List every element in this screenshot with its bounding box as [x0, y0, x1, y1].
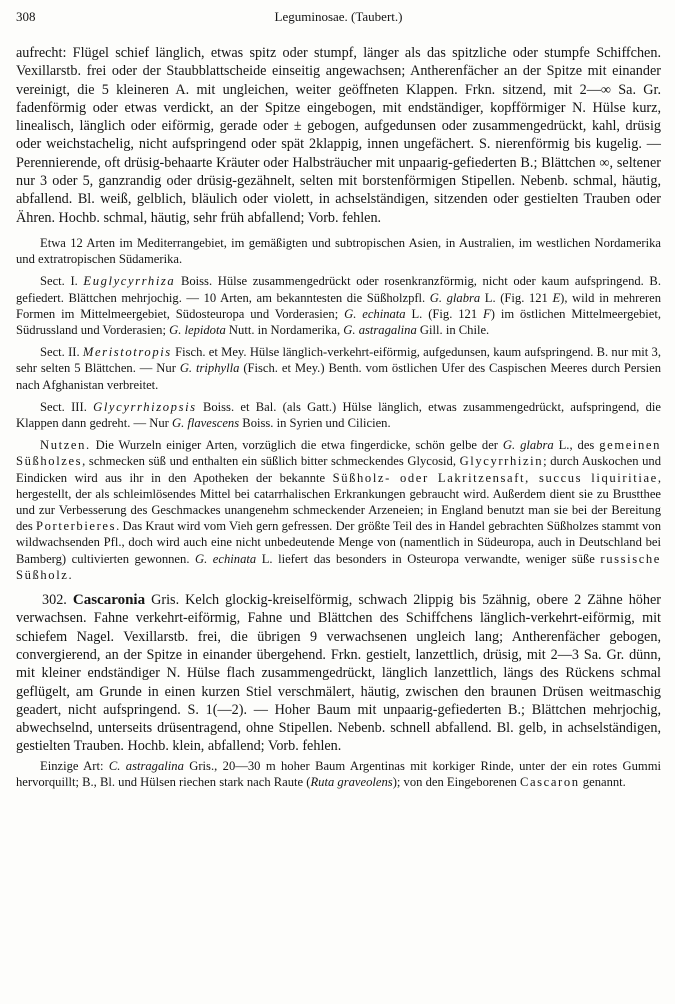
- species-name: G. astragalina: [343, 322, 417, 337]
- sole-species-paragraph: Einzige Art: C. astragalina Gris., 20—30 m hoher Baum Argentinas mit korkiger Rinde, unter der ein rotes Gummi hervorquillt; B., Bl. und Hülsen riechen stark nach Raute (Ruta graveolens); von den Eingeborenen Cascaron genannt.: [16, 758, 661, 789]
- spaced-term: gemeinen Süßholzes: [16, 438, 661, 469]
- section-euglycyrrhiza: Sect. I. Euglycyrrhiza Boiss. Hülse zusammengedrückt oder rosenkranzförmig, nicht oder kaum aufspringend. B. gefiedert. Blättchen mehrjochig. — 10 Arten, am bekanntesten die Süßholzpfl. G. glabra L. (Fig. 121 E), wild in mehreren Formen im Mittelmeergebiet, Südosteuropa und Vorderasien; G. echinata L. (Fig. 121 F) im östlichen Mittelmeergebiet, Südrussland und Vorderasien; G. lepidota Nutt. in Nordamerika, G. astragalina Gill. in Chile.: [16, 274, 662, 337]
- species-name: G. echinata: [344, 306, 406, 321]
- figure-ref: E: [552, 290, 561, 305]
- genus-description-continued: aufrecht: Flügel schief länglich, etwas spitz oder stumpf, länger als das spitzliche oder stumpfe Schiffchen. Vexillarstb. frei oder der Staubblattscheide einseitig angewachsen; Antherenfächer an der Spitze mit einander vereinigt, die 5 kleineren A. mit ungleichen, weiter geöffneten Klappen. Frkn. sitzend, mit 2—∞ Sa. Gr. fadenförmig oder etwas verdickt, an der Spitze eingebogen, mit endständiger, kopfförmiger N. Hülse kurz, linealisch, länglich oder eiförmig, gerade oder ± gebogen, aufgedunsen oder zusammengedrückt, kahl, drüsig oder weichstachelig, nicht aufspringend oder spät 2klappig, innen ungefächert. S. nierenförmig bis kugelig. — Perennierende, oft drüsig-behaarte Kräuter oder Halbsträucher mit unpaarig-gefiederten B.; Blättchen ∞, seltener nur 3 oder 5, ganzrandig oder drüsig-gezähnelt, selten mit borstenförmigen Stipellen. Nebenb. schmal, häutig, abfallend. Bl. weiß, gelblich, bläulich oder violett, in achselständigen, sitzenden oder gestielten Trauben oder Ähren. Hochb. schmal, häutig, sehr früh abfallend; Vorb. fehlen.: [16, 45, 661, 226]
- spaced-term: Glycyrrhizin: [459, 454, 544, 469]
- section-label: Sect. II.: [40, 345, 83, 360]
- section-glycyrrhizopsis: Sect. III. Glycyrrhizopsis Boiss. et Bal. (als Gatt.) Hülse länglich, etwas zusammengedrückt, aufspringend, die Klappen dann gedreht. — Nur G. flavescens Boiss. in Syrien und Cilicien.: [16, 399, 661, 430]
- uses-paragraph: Nutzen. Die Wurzeln einiger Arten, vorzüglich die etwa fingerdicke, schön gelbe der G. glabra L., des gemeinen Süßholzes, schmecken süß und enthalten ein süßlich bitter schmeckendes Glycosid, Glycyrrhizin; durch Auskochen und Eindicken wird aus ihr in den Apotheken der bekannte Süßholz- oder Lakritzensaft, succus liquiritiae, hergestellt, der als schleimlösendes Mittel bei catarrhalischen Erkrankungen gebraucht wird. Außerdem dient sie zu Brustthee und zur Verbesserung des Geschmackes unangenehm schmeckender Arzeneien; in England benutzt man sie bei der Bereitung des Porterbieres. Das Kraut wird vom Vieh gern gefressen. Der größte Teil des in Handel gebrachten Süßholzes stammt von wildwachsenden Pfl., doch wird auch eine nicht unbedeutende Menge von (namentlich in Südeuropa, auch in Deutschland bei Bamberg) cultivierten gewonnen. G. echinata L. liefert das besonders in Osteuropa verwandte, weniger süße russische Süßholz.: [16, 438, 662, 582]
- spaced-term: Cascaron: [519, 774, 580, 789]
- species-name: C. astragalina: [108, 758, 184, 773]
- section-name: Euglycyrrhiza: [83, 274, 176, 289]
- species-name: G. lepidota: [169, 322, 226, 337]
- uses-label: Nutzen.: [40, 438, 91, 453]
- spaced-term: Süßholz- oder Lakritzensaft, succus liquiritiae: [332, 470, 658, 485]
- genus-name: Cascaronia: [72, 592, 146, 609]
- species-name: G. echinata: [195, 551, 257, 566]
- spaced-term: Porterbieres: [36, 519, 117, 534]
- running-title: Leguminosae. (Taubert.): [274, 9, 403, 24]
- genus-number: 302.: [42, 592, 73, 609]
- figure-ref: F: [483, 306, 491, 321]
- genus-cascaronia: 302. Cascaronia Gris. Kelch glockig-kreiselförmig, schwach 2lippig bis 5zähnig, obere 2 Zähne höher verwachsen. Fahne verkehrt-eiförmig, Fahne und Blättchen des Schiffchens länglich-verkehrt-eiförmig, mit schiefem Nagel. Vexillarstb. frei, die übrigen 9 verwachsenen ungleich lang; Antherenfächer gebogen, convergierend, an der Spitze in einander übergehend. Frkn. gestielt, lanzettlich, drüsig, mit 2—3 Sa. Gr. dünn, mit kleiner endständiger N. Hülse flach zusammengedrückt, länglich lanzettlich, längs des Rückens schmal geflügelt, am Grunde in einen kurzen Stiel verschmälert, häutig, zwischen den braunen Drüsen weitmaschig geadert, nicht aufspringend. S. 1(—2). — Hoher Baum mit unpaarig-gefiederten B.; Blättchen mehrjochig, abwechselnd, unterseits drüsentragend, ohne Stipellen. Nebenb. schnell abfallend. Bl. gelb, in achselständigen, gestielten Trauben. Hochb. klein, abfallend; Vorb. fehlen.: [16, 592, 662, 755]
- section-label: Sect. III.: [40, 399, 94, 414]
- species-name: Ruta graveolens: [310, 774, 393, 789]
- page-header: [16, 9, 661, 27]
- distribution-paragraph: Etwa 12 Arten im Mediterrangebiet, im gemäßigten und subtropischen Asien, in Australien, im westlichen Nordamerika und extratropischen Südamerika.: [16, 235, 661, 267]
- species-name: G. glabra: [429, 290, 481, 305]
- page-content: [16, 44, 661, 790]
- species-name: G. triphylla: [179, 361, 240, 376]
- section-meristotropis: Sect. II. Meristotropis Fisch. et Mey. Hülse länglich-verkehrt-eiförmig, aufgedunsen, kaum aufspringend. B. nur mit 3, sehr selten 5 Blättchen. — Nur G. triphylla (Fisch. et Mey.) Benth. vom östlichen Ufer des Caspischen Meeres durch Persien nach Afghanistan verbreitet.: [16, 345, 661, 392]
- spaced-term: russische Süßholz: [16, 551, 661, 582]
- species-name: G. glabra: [502, 438, 554, 453]
- species-name: G. flavescens: [171, 416, 240, 430]
- section-name: Glycyrrhizopsis: [93, 399, 197, 414]
- page-number: 308: [16, 9, 36, 24]
- section-label: Sect. I.: [40, 274, 84, 289]
- section-name: Meristotropis: [82, 345, 172, 360]
